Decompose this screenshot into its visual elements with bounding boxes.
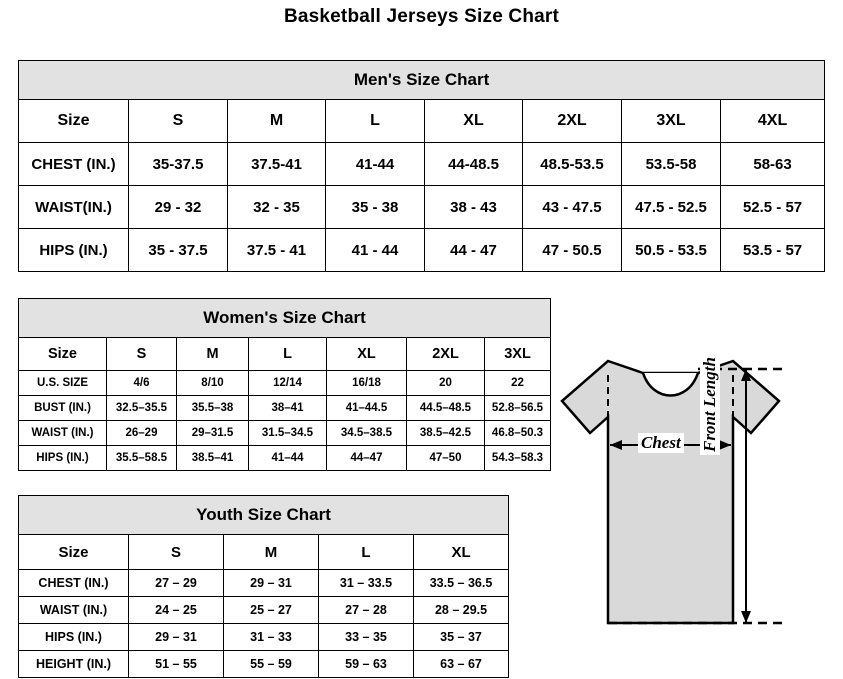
womens-header-l: L	[249, 338, 327, 371]
youth-chest-l: 31 – 33.5	[319, 570, 414, 597]
womens-bust-s: 32.5–35.5	[107, 396, 177, 421]
youth-header-row	[19, 535, 509, 570]
womens-waist-2xl: 38.5–42.5	[407, 421, 485, 446]
youth-height-l: 59 – 63	[319, 651, 414, 678]
youth-height-xl: 63 – 67	[414, 651, 509, 678]
womens-ussize-m: 8/10	[177, 371, 249, 396]
womens-hips-s: 35.5–58.5	[107, 446, 177, 471]
youth-waist-xl: 28 – 29.5	[414, 597, 509, 624]
table-row	[19, 651, 509, 678]
womens-hips-3xl: 54.3–58.3	[485, 446, 551, 471]
youth-size-chart-table	[18, 495, 509, 678]
table-row	[19, 624, 509, 651]
youth-height-m: 55 – 59	[224, 651, 319, 678]
youth-header-m: M	[224, 535, 319, 570]
mens-chest-2xl: 48.5-53.5	[523, 143, 622, 186]
youth-header-xl: XL	[414, 535, 509, 570]
youth-header-size: Size	[19, 535, 129, 570]
mens-header-s: S	[129, 100, 228, 143]
page-title: Basketball Jerseys Size Chart	[283, 6, 560, 27]
youth-hips-m: 31 – 33	[224, 624, 319, 651]
mens-hips-m: 37.5 - 41	[228, 229, 326, 272]
youth-row-label-height: HEIGHT (IN.)	[19, 651, 129, 678]
mens-chest-3xl: 53.5-58	[622, 143, 721, 186]
jersey-illustration	[548, 345, 838, 675]
mens-row-label-hips: HIPS (IN.)	[19, 229, 129, 272]
table-row	[19, 396, 551, 421]
womens-header-s: S	[107, 338, 177, 371]
womens-header-row	[19, 338, 551, 371]
youth-table-caption: Youth Size Chart	[19, 496, 509, 535]
mens-chest-xl: 44-48.5	[425, 143, 523, 186]
womens-ussize-3xl: 22	[485, 371, 551, 396]
womens-table-caption: Women's Size Chart	[19, 299, 551, 338]
mens-waist-s: 29 - 32	[129, 186, 228, 229]
youth-waist-m: 25 – 27	[224, 597, 319, 624]
mens-table-caption: Men's Size Chart	[19, 61, 825, 100]
mens-hips-3xl: 50.5 - 53.5	[622, 229, 721, 272]
mens-hips-s: 35 - 37.5	[129, 229, 228, 272]
table-row	[19, 143, 825, 186]
womens-hips-2xl: 47–50	[407, 446, 485, 471]
mens-chest-4xl: 58-63	[721, 143, 825, 186]
mens-header-size: Size	[19, 100, 129, 143]
youth-hips-s: 29 – 31	[129, 624, 224, 651]
womens-row-label-us-size: U.S. SIZE	[19, 371, 107, 396]
womens-header-xl: XL	[327, 338, 407, 371]
mens-header-l: L	[326, 100, 425, 143]
mens-header-row	[19, 100, 825, 143]
mens-header-3xl: 3XL	[622, 100, 721, 143]
youth-header-s: S	[129, 535, 224, 570]
youth-hips-xl: 35 – 37	[414, 624, 509, 651]
front-length-label: Front Length	[700, 354, 720, 455]
womens-bust-m: 35.5–38	[177, 396, 249, 421]
womens-waist-m: 29–31.5	[177, 421, 249, 446]
mens-header-xl: XL	[425, 100, 523, 143]
womens-row-label-bust: BUST (IN.)	[19, 396, 107, 421]
womens-bust-l: 38–41	[249, 396, 327, 421]
mens-hips-xl: 44 - 47	[425, 229, 523, 272]
womens-header-size: Size	[19, 338, 107, 371]
womens-header-2xl: 2XL	[407, 338, 485, 371]
womens-row-label-hips: HIPS (IN.)	[19, 446, 107, 471]
womens-size-chart-table	[18, 298, 551, 471]
mens-size-chart-table	[18, 60, 825, 272]
youth-chest-m: 29 – 31	[224, 570, 319, 597]
womens-bust-3xl: 52.8–56.5	[485, 396, 551, 421]
mens-waist-4xl: 52.5 - 57	[721, 186, 825, 229]
youth-chest-xl: 33.5 – 36.5	[414, 570, 509, 597]
youth-row-label-hips: HIPS (IN.)	[19, 624, 129, 651]
jersey-measurement-diagram	[548, 345, 838, 675]
womens-ussize-xl: 16/18	[327, 371, 407, 396]
youth-waist-s: 24 – 25	[129, 597, 224, 624]
womens-waist-xl: 34.5–38.5	[327, 421, 407, 446]
womens-ussize-s: 4/6	[107, 371, 177, 396]
mens-hips-2xl: 47 - 50.5	[523, 229, 622, 272]
womens-hips-l: 41–44	[249, 446, 327, 471]
mens-waist-3xl: 47.5 - 52.5	[622, 186, 721, 229]
womens-waist-3xl: 46.8–50.3	[485, 421, 551, 446]
womens-header-3xl: 3XL	[485, 338, 551, 371]
youth-height-s: 51 – 55	[129, 651, 224, 678]
womens-bust-xl: 41–44.5	[327, 396, 407, 421]
table-row	[19, 371, 551, 396]
womens-row-label-waist: WAIST (IN.)	[19, 421, 107, 446]
table-row	[19, 186, 825, 229]
table-row	[19, 570, 509, 597]
womens-header-m: M	[177, 338, 249, 371]
womens-waist-s: 26–29	[107, 421, 177, 446]
table-row	[19, 446, 551, 471]
mens-header-m: M	[228, 100, 326, 143]
youth-row-label-waist: WAIST (IN.)	[19, 597, 129, 624]
mens-hips-l: 41 - 44	[326, 229, 425, 272]
womens-hips-xl: 44–47	[327, 446, 407, 471]
youth-row-label-chest: CHEST (IN.)	[19, 570, 129, 597]
womens-waist-l: 31.5–34.5	[249, 421, 327, 446]
table-row	[19, 597, 509, 624]
mens-header-2xl: 2XL	[523, 100, 622, 143]
mens-hips-4xl: 53.5 - 57	[721, 229, 825, 272]
mens-chest-l: 41-44	[326, 143, 425, 186]
youth-chest-s: 27 – 29	[129, 570, 224, 597]
mens-waist-xl: 38 - 43	[425, 186, 523, 229]
mens-waist-m: 32 - 35	[228, 186, 326, 229]
table-row	[19, 229, 825, 272]
youth-hips-l: 33 – 35	[319, 624, 414, 651]
youth-waist-l: 27 – 28	[319, 597, 414, 624]
mens-chest-m: 37.5-41	[228, 143, 326, 186]
mens-waist-l: 35 - 38	[326, 186, 425, 229]
mens-waist-2xl: 43 - 47.5	[523, 186, 622, 229]
mens-chest-s: 35-37.5	[129, 143, 228, 186]
womens-ussize-l: 12/14	[249, 371, 327, 396]
mens-row-label-waist: WAIST(IN.)	[19, 186, 129, 229]
front-length-arrow-bottom	[741, 611, 751, 623]
womens-ussize-2xl: 20	[407, 371, 485, 396]
chest-label: Chest	[638, 433, 684, 453]
table-row	[19, 421, 551, 446]
womens-bust-2xl: 44.5–48.5	[407, 396, 485, 421]
youth-header-l: L	[319, 535, 414, 570]
mens-row-label-chest: CHEST (IN.)	[19, 143, 129, 186]
mens-header-4xl: 4XL	[721, 100, 825, 143]
womens-hips-m: 38.5–41	[177, 446, 249, 471]
